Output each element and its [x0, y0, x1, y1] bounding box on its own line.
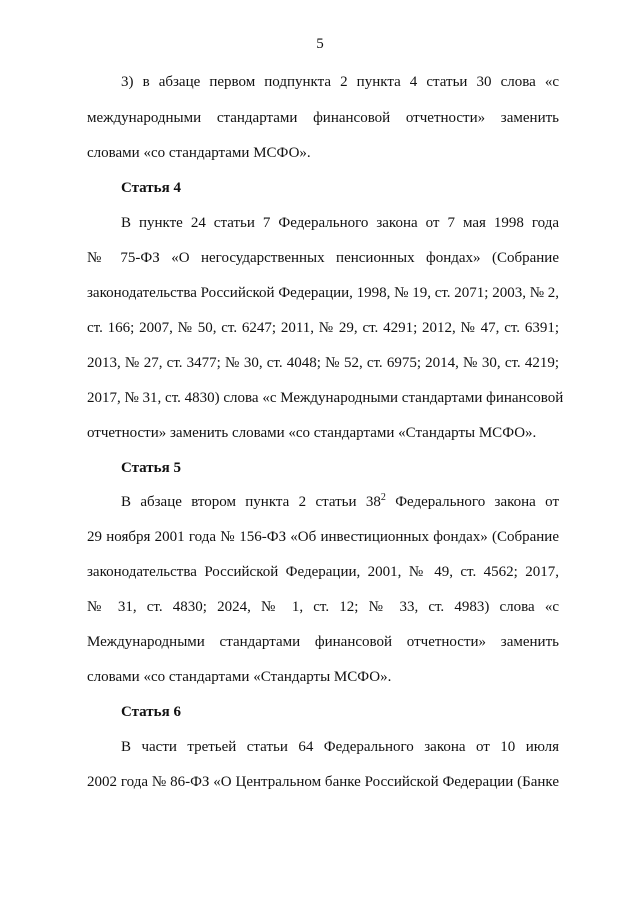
article-4-heading: Статья 4	[121, 180, 181, 196]
paragraph-line: В пункте 24 статьи 7 Федерального закона от 7 мая 1998 года	[121, 215, 559, 231]
paragraph-line	[121, 492, 559, 512]
paragraph-line: отчетности» заменить словами «со стандартами «Стандарты МСФО».	[87, 425, 537, 441]
paragraph-line: 2013, № 27, ст. 3477; № 30, ст. 4048; № 52, ст. 6975; 2014, № 30, ст. 4219;	[87, 355, 559, 371]
paragraph-line: словами «со стандартами МСФО».	[87, 145, 311, 161]
paragraph-line: законодательства Российской Федерации, 2001, № 49, ст. 4562; 2017,	[87, 564, 559, 580]
paragraph-line: 29 ноября 2001 года № 156-ФЗ «Об инвестиционных фондах» (Собрание	[87, 529, 559, 545]
line-text: Федерального закона от	[385, 494, 559, 510]
paragraph-line: 2017, № 31, ст. 4830) слова «с Международными стандартами финансовой	[87, 390, 564, 406]
page-number: 5	[316, 36, 324, 52]
paragraph-line: № 31, ст. 4830; 2024, № 1, ст. 12; № 33, ст. 4983) слова «с	[87, 599, 559, 615]
paragraph-line: 3) в абзаце первом подпункта 2 пункта 4 статьи 30 слова «с	[121, 74, 559, 90]
paragraph-line: 2002 года № 86-ФЗ «О Центральном банке Российской Федерации (Банке	[87, 774, 559, 790]
paragraph-line: Международными стандартами финансовой отчетности» заменить	[87, 634, 559, 650]
article-5-heading: Статья 5	[121, 460, 181, 476]
paragraph-line: международными стандартами финансовой отчетности» заменить	[87, 110, 559, 126]
paragraph-line: ст. 166; 2007, № 50, ст. 6247; 2011, № 29, ст. 4291; 2012, № 47, ст. 6391;	[87, 320, 559, 336]
paragraph-line: В части третьей статьи 64 Федерального закона от 10 июля	[121, 739, 559, 755]
article-6-heading: Статья 6	[121, 704, 181, 720]
paragraph-line: № 75-ФЗ «О негосударственных пенсионных фондах» (Собрание	[87, 250, 559, 266]
paragraph-line: словами «со стандартами «Стандарты МСФО».	[87, 669, 392, 685]
line-text: В абзаце втором пункта 2 статьи 38	[121, 494, 381, 510]
paragraph-line: законодательства Российской Федерации, 1998, № 19, ст. 2071; 2003, № 2,	[87, 285, 560, 301]
superscript: 2	[380, 492, 386, 503]
